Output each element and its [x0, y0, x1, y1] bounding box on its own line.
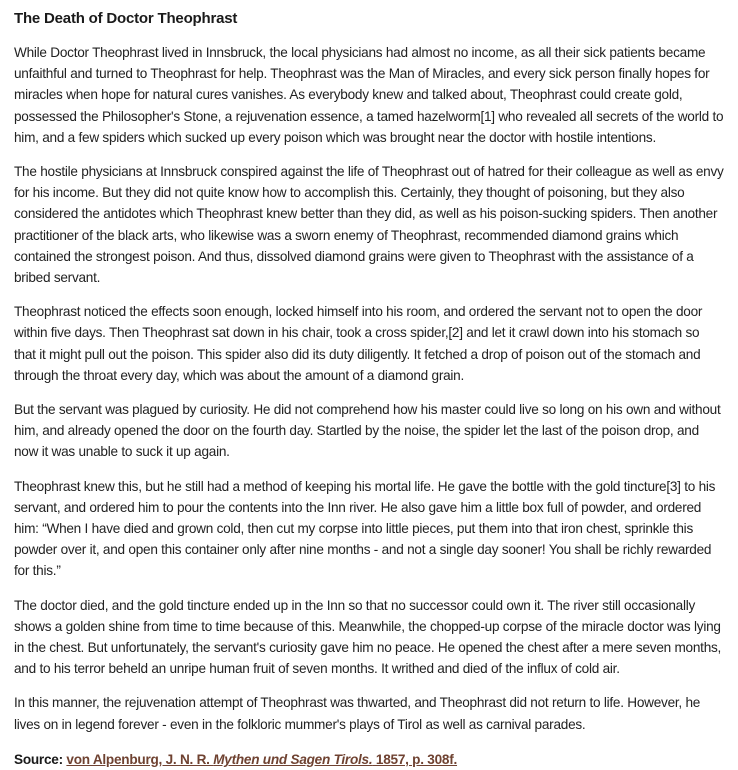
story-paragraph-5: Theophrast knew this, but he still had a method of keeping his mortal life. He gave the bottle with the gold tincture[3] to his servant, and ordered him to pour the contents into the Inn river. He also gave him a little box full of powder, and ordered him: “When I have died and grown cold, then cut my corpse into little pieces, put them into that iron chest, sprinkle this powder over it, and open this container only after nine months - and not a single day sooner! You shall be richly rewarded for this.”	[14, 478, 716, 579]
story-paragraph-7: In this manner, the rejuvenation attempt of Theophrast was thwarted, and Theophrast did not return to life. However, he lives on in legend forever - even in the folkloric mummer's plays of Tirol as well as carnival parades.	[14, 695, 701, 732]
story-paragraph-2: The hostile physicians at Innsbruck conspired against the life of Theophrast out of hatred for their colleague as well as envy for his income. But they did not quite know how to accomplish this. Certainly, they thought of poisoning, but they also considered the antidotes which Theophrast knew better than they did, as well as his poison-sucking spiders. Then another practitioner of the black arts, who likewise was a sworn enemy of Theophrast, recommended diamond grains which contained the strongest poison. And thus, dissolved diamond grains were given to Theophrast with the assistance of a bribed servant.	[14, 164, 724, 286]
story-paragraph-6: The doctor died, and the gold tincture ended up in the Inn so that no successor could own it. The river still occasionally shows a golden shine from time to time because of this. Meanwhile, the chopped-up corpse of the miracle doctor was lying in the chest. But unfortunately, the servant's curiosity gave him no peace. He opened the chest after a mere seven months, and to his terror beheld an unripe human fruit of seven months. It writhed and died of the influx of cold air.	[14, 597, 722, 677]
source-link-year-page: 1857, p. 308f.	[372, 751, 458, 767]
story-paragraph-1: While Doctor Theophrast lived in Innsbruck, the local physicians had almost no income, as all their sick patients became unfaithful and turned to Theophrast for help. Theophrast was the Man of Miracles, and every sick person finally hopes for miracles when hope for natural cures vanishes. As everybody knew and talked about, Theophrast could create gold, possessed the Philosopher's Stone, a rejuvenation essence, a tamed hazelworm[1] who revealed all secrets of the world to him, and a few spiders which sucked up every poison which was brought near the doctor with hostile intentions.	[14, 45, 724, 145]
source-label: Source:	[14, 751, 67, 767]
story-paragraph-3: Theophrast noticed the effects soon enough, locked himself into his room, and ordered the servant not to open the door within five days. Then Theophrast sat down in his chair, took a cross spider,[2] and let it crawl down into his stomach so that it might pull out the poison. This spider also did its duty diligently. It fetched a drop of poison out of the stomach and through the throat every day, which was about the amount of a diamond grain.	[14, 304, 703, 383]
source-citation-link[interactable]	[66, 752, 457, 767]
source-link-author: von Alpenburg, J. N. R.	[66, 751, 214, 767]
page-title: The Death of Doctor Theophrast	[14, 10, 238, 27]
story-paragraph-4: But the servant was plagued by curiosity. He did not comprehend how his master could live so long on his own and without him, and already opened the door on the fourth day. Startled by the noise, the spider let the last of the poison drop, and now it was unable to suck it up again.	[14, 402, 721, 460]
source-line	[14, 749, 724, 770]
source-link-book-title: Mythen und Sagen Tirols.	[213, 751, 373, 767]
